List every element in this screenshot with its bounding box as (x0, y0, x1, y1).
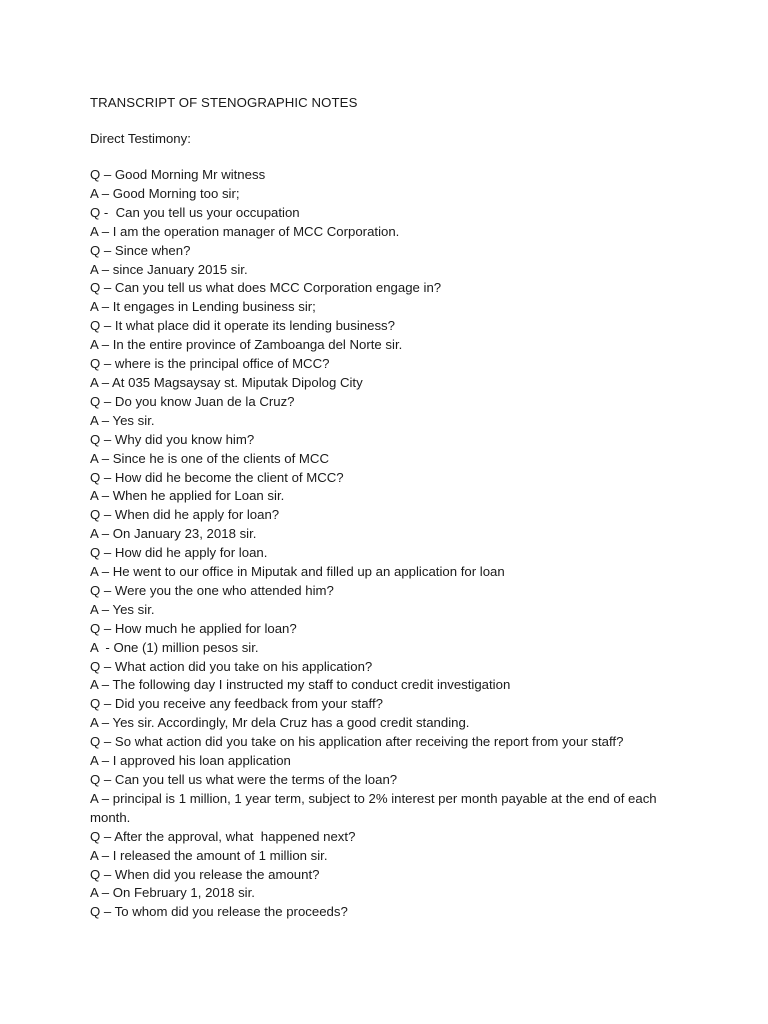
testimony-line: Q – What action did you take on his application? (90, 658, 373, 674)
testimony-line: A – The following day I instructed my staff to conduct credit investigation (90, 677, 511, 693)
testimony-line: A – principal is 1 million, 1 year term, subject to 2% interest per month payable at the end of each month. (90, 790, 661, 825)
testimony-line: Q – Were you the one who attended him? (90, 582, 334, 598)
testimony-line: A – Yes sir. (90, 412, 155, 428)
testimony-line: A – On January 23, 2018 sir. (90, 526, 257, 542)
testimony-line: Q – Can you tell us what were the terms of the loan? (90, 772, 398, 787)
document-title: TRANSCRIPT OF STENOGRAPHIC NOTES (90, 95, 358, 110)
testimony-line: Q – How did he apply for loan. (90, 545, 268, 561)
testimony-line: A – I released the amount of 1 million sir. (90, 847, 328, 863)
testimony-line: Q – How did he become the client of MCC? (90, 469, 344, 485)
testimony-line: A – It engages in Lending business sir; (90, 299, 316, 315)
testimony-line: Q – Since when? (90, 242, 191, 258)
testimony-line: Q – After the approval, what happened next? (90, 828, 356, 844)
testimony-line: A - One (1) million pesos sir. (90, 639, 259, 655)
testimony-line: Q – Good Morning Mr witness (90, 167, 266, 182)
testimony-line: Q - Can you tell us your occupation (90, 204, 300, 220)
document-page (90, 93, 680, 922)
testimony-line: A – Yes sir. Accordingly, Mr dela Cruz has a good credit standing. (90, 715, 470, 731)
testimony-line: A – On February 1, 2018 sir. (90, 885, 255, 901)
testimony-line: A – He went to our office in Miputak and filled up an application for loan (90, 564, 505, 580)
testimony-line: Q – Did you receive any feedback from your staff? (90, 696, 383, 712)
testimony-line: Q – So what action did you take on his application after receiving the report from your staff? (90, 734, 624, 750)
testimony-line: A – Since he is one of the clients of MCC (90, 450, 329, 466)
testimony-line: A – When he applied for Loan sir. (90, 488, 285, 504)
testimony-line: Q – Why did you know him? (90, 431, 255, 447)
testimony-line: A – I am the operation manager of MCC Corporation. (90, 223, 400, 239)
section-heading: Direct Testimony: (90, 131, 191, 146)
testimony-line: Q – How much he applied for loan? (90, 620, 297, 636)
testimony-line: A – In the entire province of Zamboanga del Norte sir. (90, 337, 403, 353)
testimony-line: A – At 035 Magsaysay st. Miputak Dipolog City (90, 374, 363, 390)
testimony-line: A – I approved his loan application (90, 753, 291, 769)
testimony-line: Q – When did he apply for loan? (90, 507, 280, 523)
testimony-line: A – Yes sir. (90, 601, 155, 617)
testimony-line: Q – Can you tell us what does MCC Corporation engage in? (90, 280, 442, 296)
testimony-lines (90, 166, 680, 922)
testimony-line: Q – To whom did you release the proceeds? (90, 904, 348, 920)
testimony-line: Q – When did you release the amount? (90, 866, 320, 882)
testimony-line: Q – where is the principal office of MCC? (90, 356, 330, 372)
testimony-line: A – Good Morning too sir; (90, 185, 240, 201)
testimony-line: A – since January 2015 sir. (90, 261, 248, 277)
testimony-line: Q – Do you know Juan de la Cruz? (90, 393, 295, 409)
testimony-line: Q – It what place did it operate its lending business? (90, 318, 395, 334)
